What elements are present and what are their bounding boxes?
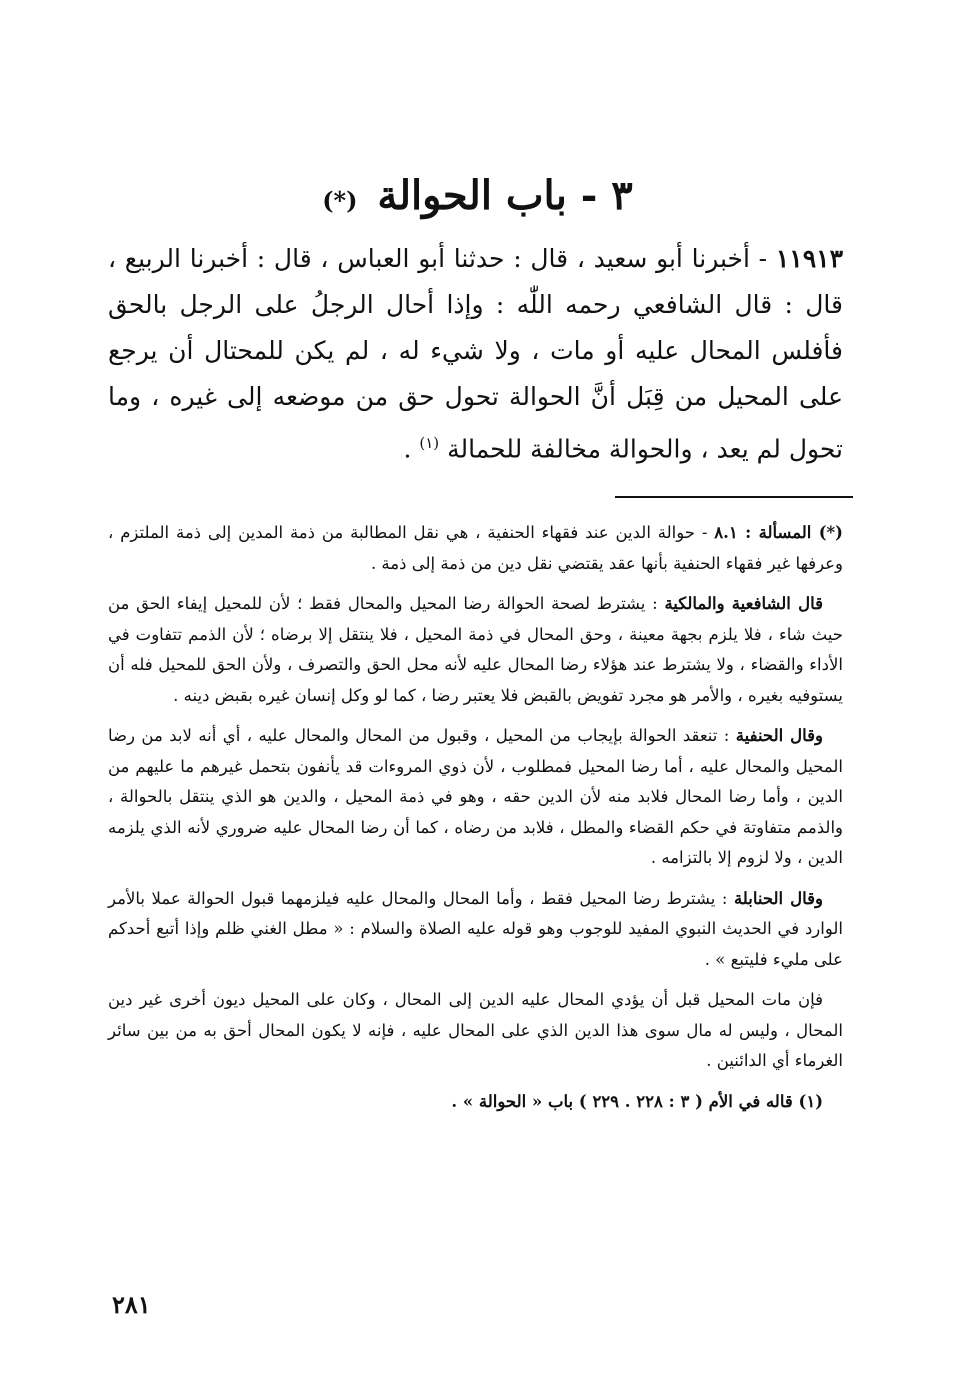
page-number: ٢٨١ [112, 1290, 151, 1319]
entry-number: ١١٩١٣ [775, 244, 843, 273]
note-text: : يشترط رضا المحيل فقط ، وأما المحال والمحال عليه فيلزمهما قبول الحوالة عملا بالأمر الوارد في الحديث النبوي المفيد للوجوب وهو قوله عليه الصلاة والسلام : « مطل الغني ظلم وإذا أتبع أحدكم على مليء فليتبع » . [108, 888, 843, 969]
footnote-text: (١) قاله في الأم ( ٣ : ٢٢٨ . ٢٢٩ ) باب « الحوالة » . [451, 1091, 823, 1111]
note-text: فإن مات المحيل قبل أن يؤدي المحال عليه الدين إلى المحال ، وكان على المحيل ديون أخرى غير دين المحال ، وليس له مال سوى هذا الدين الذي على المحال عليه ، فإنه لا يكون المحال أحق به من بين سائر الغرماء أي الدائنين . [108, 990, 843, 1070]
note-paragraph [108, 518, 843, 579]
note-lead: وقال الحنابلة [733, 888, 823, 908]
main-text-body: - أخبرنا أبو سعيد ، قال : حدثنا أبو العباس ، قال : أخبرنا الربيع ، قال : قال الشافعي رحمه اللّٰه : وإذا أحال الرجلُ على الرجل بالحق فأفلس المحال عليه أو مات ، ولا شيء له ، لم يكن للمحتال أن يرجع على المحيل من قِبَل أنَّ الحوالة تحول حق من موضعه إلى غيره ، وما تحول لم يعد ، والحوالة مخالفة للحمالة [108, 244, 843, 464]
note-paragraph [108, 721, 843, 874]
chapter-title [0, 168, 955, 229]
note-lead: (*) المسألة : ٨.١ [714, 523, 843, 542]
note-paragraph [108, 985, 843, 1077]
title-footnote-marker: (*) [322, 186, 358, 215]
footnote-reference: (١) [419, 434, 440, 452]
notes-section [108, 518, 843, 1127]
note-text: : يشترط لصحة الحوالة رضا المحيل والمحال فقط ؛ لأن للمحيل إيفاء الحق من حيث شاء ، فلا يلزم بجهة معينة ، وحق المحال في ذمة المحيل ، فلا ينتقل إلا برضاه ؛ لأن الذمم تتفاوت في الأداء والقضاء ، ولا يشترط عند هؤلاء رضا المحال عليه لأنه محل الحق والتصرف ، ولأن الحق للمحيل فله أن يستوفيه بغيره ، والأمر هو مجرد تفويض بالقبض فلا يعتبر رضا ، كما لو وكل إنسان غيره بقبض دينه . [108, 594, 843, 705]
note-paragraph [108, 884, 843, 976]
main-text-paragraph [108, 236, 843, 472]
main-text-end: . [403, 434, 420, 464]
note-lead: وقال الحنفية [735, 726, 823, 745]
note-text: - حوالة الدين عند فقهاء الحنفية ، هي نقل المطالبة من ذمة المدين إلى ذمة الملتزم ، وعرفها غير فقهاء الحنفية بأنها عقد يقتضي نقل دين من ذمة إلى ذمة . [108, 523, 843, 573]
chapter-title-text: ٣ - باب الحوالة [377, 172, 633, 219]
note-lead: قال الشافعية والمالكية [664, 594, 823, 613]
note-paragraph [108, 589, 843, 711]
footnote-divider [615, 496, 853, 498]
note-text: : تنعقد الحوالة بإيجاب من المحيل ، وقبول من المحال والمحال عليه ، أي أنه لابد من رضا المحيل والمحال عليه ، أما رضا المحيل فمطلوب ، لأن ذوي المروءات قد يأنفون بتحمل غيرهم ما عليهم من الدين ، وأما رضا المحال فلابد منه لأن الدين حقه ، وهو في ذمة المحيل ، والدين هو الذي ينتقل بالحوالة ، والذمم متفاوتة في حكم القضاء والمطل ، فلابد من رضاه ، كما أن رضا المحال عليه ضروري لأنه الذي يلزمه الدين ، ولا لزوم إلا بالتزامه . [108, 726, 843, 867]
